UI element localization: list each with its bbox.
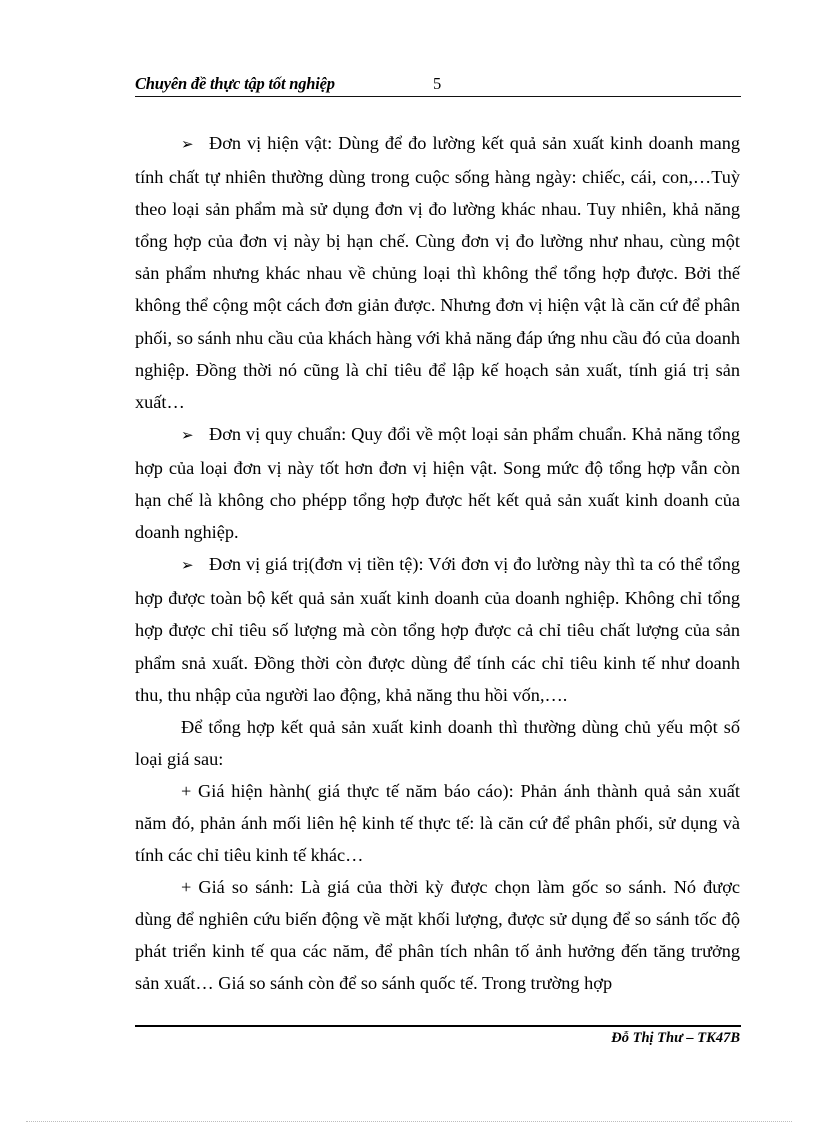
- paragraph-unit-value: [135, 548, 740, 710]
- paragraph-comparable-price: [135, 871, 740, 999]
- page-header: [135, 74, 740, 96]
- arrow-bullet-icon: ➢: [181, 137, 194, 153]
- paragraph-text: Đơn vị quy chuẩn: Quy đổi về một loại sản phẩm chuẩn. Khả năng tổng hợp của loại đơn vị này tốt hơn đơn vị hiện vật. Song mức độ tổng hợp vẫn còn hạn chế là không cho phépp tổng hợp được hết kết quả sản xuất kinh doanh của doanh nghiệp.: [135, 423, 740, 543]
- paragraph-unit-standard: [135, 418, 740, 548]
- footer-divider: [135, 1025, 741, 1027]
- header-divider: [135, 96, 741, 97]
- paragraph-price-types-intro: [135, 711, 740, 775]
- page-boundary-line: [26, 1121, 792, 1122]
- paragraph-text: Đơn vị hiện vật: Dùng để đo lường kết quả sản xuất kinh doanh mang tính chất tự nhiên thường dùng trong cuộc sống hàng ngày: chiếc, cái, con,…Tuỳ theo loại sản phẩm mà sử dụng đơn vị đo lường khác nhau. Tuy nhiên, khả năng tổng hợp của đơn vị này bị hạn chế. Cùng đơn vị đo lường như nhau, cùng một sản phẩm nhưng khác nhau về chủng loại thì không thể tổng hợp được. Bởi thế không thể cộng một cách đơn giản được. Nhưng đơn vị hiện vật là căn cứ để phân phối, so sánh nhu cầu của khách hàng với khả năng đáp ứng nhu cầu đó của doanh nghiệp. Đồng thời nó cũng là chỉ tiêu để lập kế hoạch sản xuất, tính giá trị sản xuất…: [135, 133, 740, 412]
- paragraph-text: Để tổng hợp kết quả sản xuất kinh doanh thì thường dùng chủ yếu một số loại giá sau:: [135, 716, 740, 769]
- paragraph-unit-physical: [135, 127, 740, 418]
- arrow-bullet-icon: ➢: [181, 427, 194, 444]
- paragraph-text: + Giá so sánh: Là giá của thời kỳ được chọn làm gốc so sánh. Nó được dùng để nghiên cứu biến động về mặt khối lượng, được sử dụng để so sánh tốc độ phát triển kinh tế qua các năm, để phân tích nhân tố ảnh hưởng đến tăng trưởng sản xuất… Giá so sánh còn để so sánh quốc tế. Trong trường hợp: [135, 877, 740, 994]
- paragraph-current-price: [135, 775, 740, 871]
- paragraph-text: + Giá hiện hành( giá thực tế năm báo cáo): Phản ánh thành quả sản xuất năm đó, phản ánh mối liên hệ kinh tế thực tế: là căn cứ để phân phối, sử dụng và tính các chỉ tiêu kinh tế khác…: [135, 780, 740, 866]
- document-body: [135, 127, 740, 1000]
- arrow-bullet-icon: ➢: [181, 558, 194, 575]
- header-title: Chuyên đề thực tập tốt nghiệp: [135, 74, 335, 93]
- footer-author: Đỗ Thị Thư – TK47B: [611, 1030, 740, 1046]
- page-number: 5: [433, 74, 442, 93]
- paragraph-text: Đơn vị giá trị(đơn vị tiền tệ): Với đơn vị đo lường này thì ta có thể tổng hợp được toàn bộ kết quả sản xuất kinh doanh của doanh nghiệp. Không chỉ tổng hợp được chỉ tiêu số lượng mà còn tổng hợp được cả chỉ tiêu chất lượng của sản phẩm snả xuất. Đồng thời còn được dùng để tính các chỉ tiêu kinh tế như doanh thu, thu nhập của người lao động, khả năng thu hồi vốn,….: [135, 554, 740, 705]
